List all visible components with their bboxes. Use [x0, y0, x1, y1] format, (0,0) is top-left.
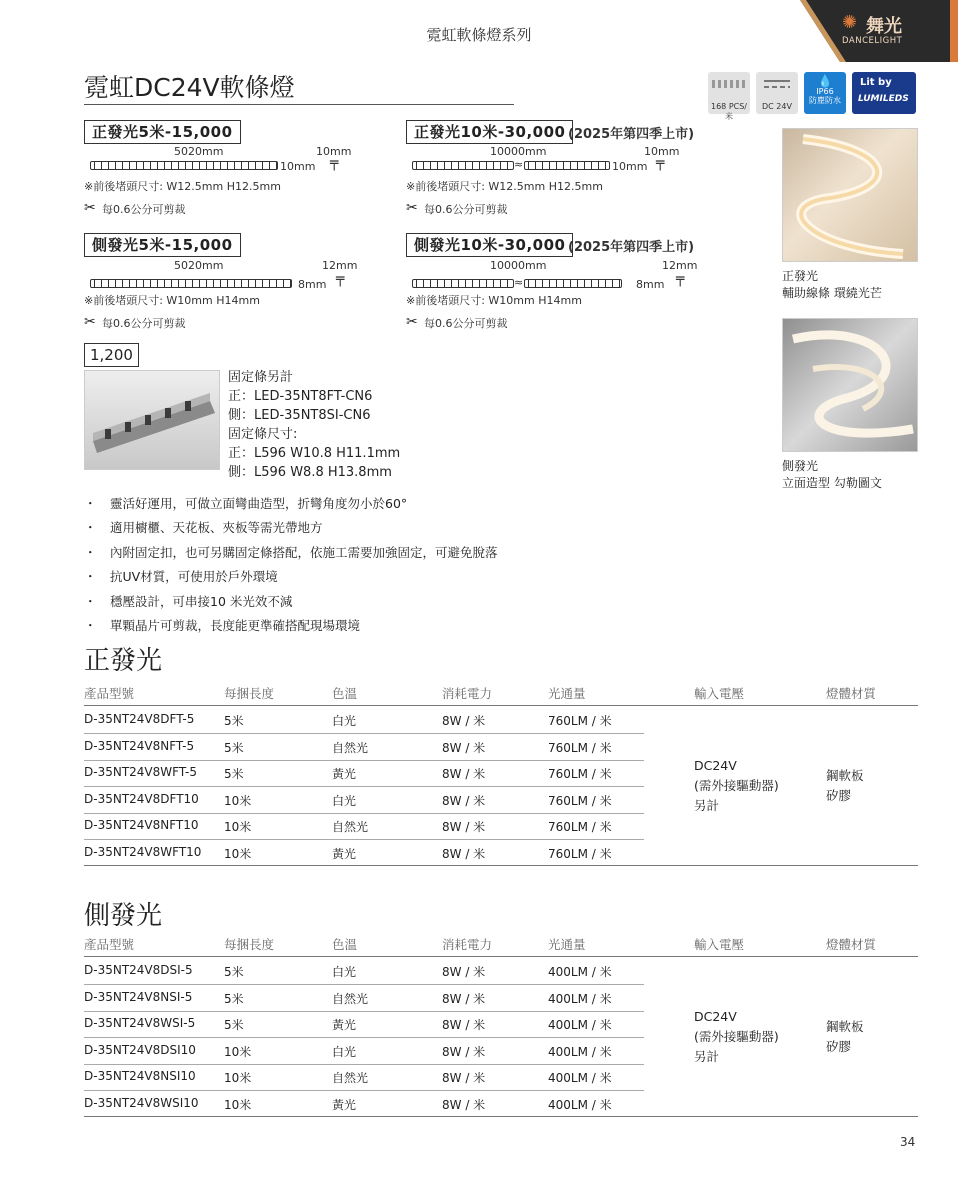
feature-bullet-list: [84, 492, 644, 638]
column-header: 色溫: [332, 937, 358, 952]
table-cell: 自然光: [332, 740, 369, 755]
table-cell: 8W / 米: [442, 1044, 486, 1059]
page-title: 霓虹DC24V軟條燈: [84, 73, 295, 102]
table-cell: 8W / 米: [442, 820, 486, 834]
model-number-cell: D-35NT24V8WFT-5: [84, 765, 198, 779]
endcap-note-front-10m: ※前後堵頭尺寸: W12.5mm H12.5mm: [406, 180, 603, 193]
table-cell: 白光: [332, 714, 357, 728]
model-number-cell: D-35NT24V8DFT10: [84, 791, 199, 806]
endcap-note-side-10m: ※前後堵頭尺寸: W10mm H14mm: [406, 294, 582, 307]
tail-size-side-5m: 8mm: [298, 278, 327, 291]
table-cell: 8W / 米: [442, 793, 486, 808]
table-cell: 10米: [224, 793, 252, 808]
product-label-side-5m: 側發光5米-15,000: [84, 233, 241, 257]
table-cell: 760LM / 米: [548, 793, 612, 808]
strip-diagram-front-10m-b: [524, 161, 610, 170]
row-divider: [84, 813, 644, 814]
table-cell: 400LM / 米: [548, 965, 612, 979]
model-number-cell: D-35NT24V8DSI10: [84, 1042, 196, 1057]
row-divider: [84, 1037, 644, 1038]
clip-spec-line: 正：L596 W10.8 H11.1mm: [228, 446, 401, 461]
model-number-cell: D-35NT24V8NSI10: [84, 1069, 196, 1083]
model-number-cell: D-35NT24V8DSI-5: [84, 963, 193, 977]
dc-voltage-label: DC 24V: [762, 102, 792, 111]
brand-logo: [800, 0, 958, 62]
table-cell: 10米: [224, 820, 252, 834]
series-title: 霓虹軟條燈系列: [426, 26, 532, 44]
table-cell: 400LM / 米: [548, 1097, 612, 1112]
column-header: 產品型號: [84, 686, 135, 701]
column-header: 色溫: [332, 686, 358, 701]
endcap-note-front-5m: ※前後堵頭尺寸: W12.5mm H12.5mm: [84, 180, 281, 193]
table-cell: 自然光: [332, 991, 369, 1006]
ip-rating-sub: 防塵防水: [809, 96, 841, 105]
row-divider: [84, 1090, 644, 1091]
header-rule: [84, 956, 918, 957]
scissors-icon: ✂: [84, 200, 96, 216]
table-cell: 8W / 米: [442, 846, 486, 861]
row-divider: [84, 786, 644, 787]
table-cell: 8W / 米: [442, 991, 486, 1006]
table-cell: 400LM / 米: [548, 1071, 612, 1085]
strip-diagram-side-10m-a: [412, 279, 514, 288]
cut-note-side-10m: 每0.6公分可剪裁: [424, 317, 508, 330]
availability-side-10m: (2025年第四季上市): [568, 240, 695, 255]
front-emitting-photo: [782, 128, 918, 262]
table-cell: 黃光: [332, 1018, 357, 1032]
cut-note-front-10m: 每0.6公分可剪裁: [424, 203, 508, 216]
table-cell: 10米: [224, 1097, 252, 1112]
voltage-cell: DC24V (需外接驅動器) 另計: [694, 1009, 779, 1064]
tail-size-front-5m: 10mm: [280, 160, 316, 173]
column-header: 消耗電力: [442, 937, 493, 952]
endcap-note-side-5m: ※前後堵頭尺寸: W10mm H14mm: [84, 294, 260, 307]
table-cell: 5米: [224, 767, 244, 781]
column-header: 光通量: [548, 686, 586, 701]
cut-note-side-5m: 每0.6公分可剪裁: [102, 317, 186, 330]
feature-bullet: ・ 靈活好運用，可做立面彎曲造型，折彎角度勿小於60°: [84, 496, 408, 511]
table-cell: 5米: [224, 965, 244, 979]
clip-spec-line: 固定條尺寸:: [228, 427, 298, 442]
model-number-cell: D-35NT24V8DFT-5: [84, 712, 195, 726]
column-header: 每捆長度: [224, 937, 275, 952]
feature-bullet: ・ 適用櫥櫃、天花板、夾板等需光帶地方: [84, 520, 323, 536]
header-rule: [84, 705, 918, 706]
clip-spec-line: 側：L596 W8.8 H13.8mm: [228, 465, 392, 480]
material-cell: 鋼軟板 矽膠: [826, 1019, 864, 1054]
table-cell: 10米: [224, 846, 252, 861]
feature-bullet: ・ 單顆晶片可剪裁，長度能更準確搭配現場環境: [84, 617, 361, 633]
cross-section-icon: ╤: [656, 155, 665, 171]
front-spec-table: [84, 682, 918, 872]
cross-section-icon: ╤: [336, 271, 345, 287]
table-cell: 自然光: [332, 820, 369, 834]
page-number: 34: [900, 1135, 916, 1149]
table-cell: 8W / 米: [442, 1018, 486, 1032]
lumileds-label: LUMILEDS: [858, 94, 909, 104]
mounting-clip-photo: [84, 370, 220, 470]
table-cell: 8W / 米: [442, 740, 486, 755]
column-header: 產品型號: [84, 937, 135, 952]
end-size-front-5m: 10mm: [316, 145, 352, 158]
clip-spec-line: 正：LED-35NT8FT-CN6: [228, 389, 373, 404]
dc-voltage-icon: [756, 72, 798, 114]
table-cell: 400LM / 米: [548, 1018, 612, 1032]
table-cell: 5米: [224, 1018, 244, 1032]
row-divider: [84, 1064, 644, 1065]
clip-spec-line: 固定條另計: [228, 370, 294, 385]
table-cell: 400LM / 米: [548, 1044, 612, 1059]
table-cell: 8W / 米: [442, 767, 486, 781]
feature-bullet: ・ 內附固定扣，也可另購固定條搭配，依施工需要加強固定，可避免脫落: [84, 544, 498, 560]
row-divider: [84, 984, 644, 985]
end-size-front-10m: 10mm: [644, 145, 680, 158]
title-underline: [84, 104, 514, 105]
clip-spec-block: [228, 368, 488, 482]
model-number-cell: D-35NT24V8NFT10: [84, 818, 199, 832]
row-divider: [84, 733, 644, 734]
availability-front-10m: (2025年第四季上市): [568, 127, 695, 142]
front-table-title: 正發光: [84, 646, 163, 676]
table-bottom-rule: [84, 865, 918, 866]
product-label-front-10m: 正發光10米-30,000: [406, 120, 573, 144]
table-cell: 8W / 米: [442, 965, 486, 979]
row-divider: [84, 760, 644, 761]
end-size-side-5m: 12mm: [322, 259, 358, 272]
logo-subtext: DANCELIGHT: [842, 36, 903, 46]
front-photo-caption-desc: 輔助線條 環繞光芒: [782, 286, 882, 300]
table-cell: 白光: [332, 1044, 357, 1059]
table-cell: 5米: [224, 991, 244, 1006]
logo-glyph-icon: ✺: [842, 12, 858, 33]
column-header: 消耗電力: [442, 686, 493, 701]
ip-rating-label: IP66: [816, 87, 834, 96]
table-cell: 5米: [224, 740, 244, 755]
strip-diagram-side-5m: [90, 279, 292, 288]
water-drop-icon: 💧: [817, 74, 833, 88]
model-number-cell: D-35NT24V8WSI-5: [84, 1016, 196, 1030]
feature-bullet: ・ 抗UV材質，可使用於戶外環境: [84, 569, 278, 585]
voltage-cell: DC24V (需外接驅動器) 另計: [694, 758, 779, 813]
row-divider: [84, 1011, 644, 1012]
table-cell: 760LM / 米: [548, 846, 612, 861]
strip-length-side-10m: 10000mm: [490, 259, 547, 272]
product-label-side-10m: 側發光10米-30,000: [406, 233, 573, 257]
strip-length-front-5m: 5020mm: [174, 145, 224, 158]
table-cell: 8W / 米: [442, 714, 486, 728]
table-bottom-rule: [84, 1116, 918, 1117]
row-divider: [84, 839, 644, 840]
pcs-per-meter-label: 168 PCS/米: [711, 102, 747, 121]
logo-text: 舞光: [866, 16, 902, 37]
column-header: 輸入電壓: [694, 937, 745, 952]
cross-section-icon: ╤: [330, 155, 339, 171]
strip-diagram-front-10m-a: [412, 161, 514, 170]
tail-size-front-10m: 10mm: [612, 160, 648, 173]
scissors-icon: ✂: [84, 314, 96, 330]
tail-size-side-10m: 8mm: [636, 278, 665, 291]
table-cell: 5米: [224, 714, 244, 728]
table-cell: 黃光: [332, 767, 357, 781]
table-cell: 10米: [224, 1044, 252, 1059]
lit-by-label: Lit by: [860, 77, 892, 88]
column-header: 輸入電壓: [694, 686, 745, 701]
column-header: 燈體材質: [826, 686, 877, 701]
material-cell: 鋼軟板 矽膠: [826, 768, 864, 803]
strip-length-front-10m: 10000mm: [490, 145, 547, 158]
table-cell: 8W / 米: [442, 1071, 486, 1085]
scissors-icon: ✂: [406, 314, 418, 330]
model-number-cell: D-35NT24V8WSI10: [84, 1095, 199, 1110]
table-cell: 黃光: [332, 846, 357, 861]
model-number-cell: D-35NT24V8NFT-5: [84, 738, 195, 753]
front-photo-caption-title: 正發光: [782, 269, 819, 283]
side-table-title: 側發光: [84, 901, 163, 931]
table-cell: 760LM / 米: [548, 820, 612, 834]
cut-note-front-5m: 每0.6公分可剪裁: [102, 203, 186, 216]
product-label-front-5m: 正發光5米-15,000: [84, 120, 241, 144]
column-header: 光通量: [548, 937, 586, 952]
feature-bullet: ・ 穩壓設計，可串接10 米光效不減: [84, 593, 293, 609]
clip-spec-line: 側：LED-35NT8SI-CN6: [228, 408, 371, 423]
strip-length-side-5m: 5020mm: [174, 259, 224, 272]
strip-diagram-front-5m: [90, 161, 278, 170]
table-cell: 10米: [224, 1071, 252, 1085]
cross-section-icon: ╤: [676, 271, 685, 287]
lumileds-icon: [852, 72, 916, 114]
side-emitting-photo: [782, 318, 918, 452]
model-number-cell: D-35NT24V8NSI-5: [84, 989, 193, 1004]
table-cell: 8W / 米: [442, 1097, 486, 1112]
table-cell: 760LM / 米: [548, 714, 612, 728]
side-photo-caption-desc: 立面造型 勾勒圖文: [782, 476, 882, 490]
table-cell: 760LM / 米: [548, 767, 612, 781]
pcs-per-meter-icon: [708, 72, 750, 121]
column-header: 燈體材質: [826, 937, 877, 952]
strip-break-icon: ≈: [514, 276, 524, 289]
table-cell: 白光: [332, 965, 357, 979]
strip-break-icon: ≈: [514, 158, 524, 171]
table-cell: 黃光: [332, 1097, 357, 1112]
table-cell: 自然光: [332, 1071, 369, 1085]
table-cell: 400LM / 米: [548, 991, 612, 1006]
scissors-icon: ✂: [406, 200, 418, 216]
column-header: 每捆長度: [224, 686, 275, 701]
clip-price: 1,200: [84, 343, 139, 367]
table-cell: 白光: [332, 793, 357, 808]
strip-diagram-side-10m-b: [524, 279, 622, 288]
waterproof-icon: [804, 72, 846, 114]
table-cell: 760LM / 米: [548, 740, 612, 755]
end-size-side-10m: 12mm: [662, 259, 698, 272]
model-number-cell: D-35NT24V8WFT10: [84, 844, 202, 859]
side-spec-table: [84, 933, 918, 1123]
side-photo-caption-title: 側發光: [782, 459, 819, 473]
